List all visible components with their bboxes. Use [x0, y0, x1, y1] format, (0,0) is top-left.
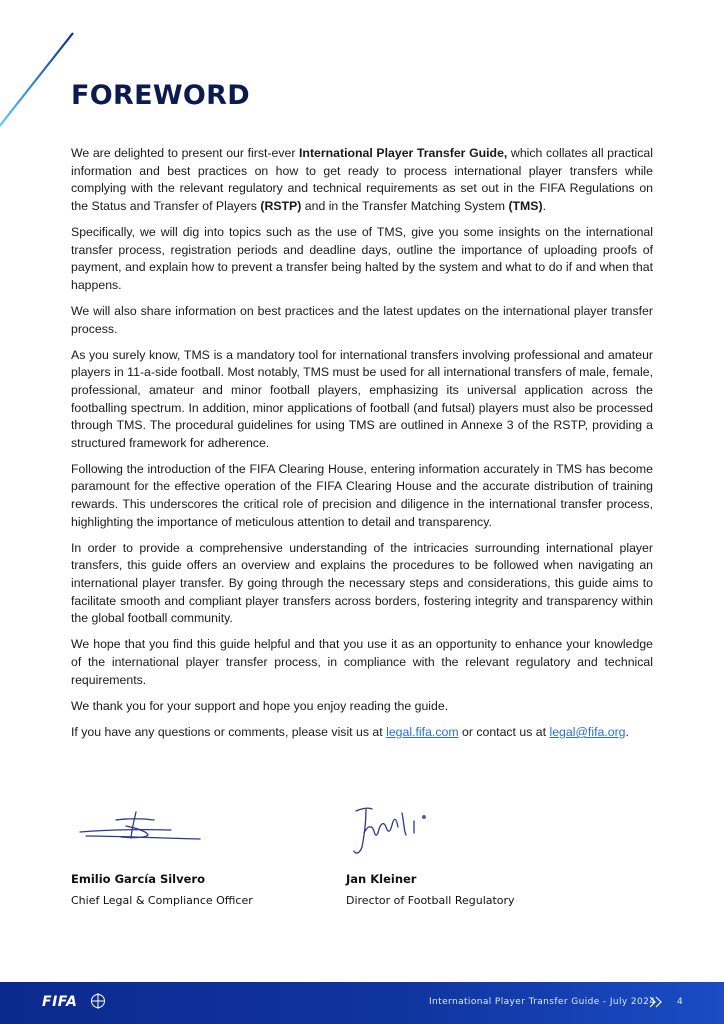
signature-jan — [348, 803, 438, 859]
signatory-role: Chief Legal & Compliance Officer — [71, 894, 253, 907]
page-footer — [0, 982, 724, 1024]
decorative-diagonal-line — [0, 0, 90, 140]
globe-icon — [90, 993, 106, 1009]
legal-website-link[interactable]: legal.fifa.com — [386, 724, 459, 739]
page-title: FOREWORD — [71, 80, 250, 111]
foreword-body — [71, 145, 653, 750]
paragraph: Specifically, we will dig into topics such as the use of TMS, give you some insights on the international transfer process, registration periods and deadline days, outline the importance of uploading proofs of payment, and explain how to prevent a transfer being halted by the system and what to do if and when that happens. — [71, 224, 653, 292]
paragraph: Following the introduction of the FIFA Clearing House, entering information accurately in TMS has become paramount for the effective operation of the FIFA Clearing House and the accurate distribution of training rewards. This underscores the critical role of precision and diligence in the international transfer process, highlighting the importance of meticulous attention to detail and transparency. — [71, 461, 653, 529]
paragraph: In order to provide a comprehensive understanding of the intricacies surrounding international player transfers, this guide offers an overview and explains the procedures to be followed when navigating an international player transfer. By going through the necessary steps and considerations, this guide aims to facilitate smooth and compliant player transfers across borders, fostering integrity and transparency within the global football community. — [71, 540, 653, 626]
paragraph: We thank you for your support and hope you enjoy reading the guide. — [71, 698, 449, 713]
fifa-logo: FIFA — [42, 994, 78, 1010]
signatory-name: Emilio García Silvero — [71, 872, 205, 886]
guide-label: International Player Transfer Guide - July 2024 — [429, 997, 656, 1007]
paragraph-contact: If you have any questions or comments, please visit us at legal.fifa.com or contact us at legal@fifa.org. — [71, 724, 629, 739]
signatory-role: Director of Football Regulatory — [346, 894, 515, 907]
paragraph: As you surely know, TMS is a mandatory tool for international transfers involving professional and amateur players in 11-a-side football. Most notably, TMS must be used for all international transfers of male, female, professional, amateur and minor football players, emphasizing its universal application across the footballing spectrum. In addition, minor applications of football (and futsal) players must also be processed through TMS. The procedural guidelines for using TMS are outlined in Annexe 3 of the RSTP, providing a structured framework for adherence. — [71, 347, 653, 450]
paragraph-intro: We are delighted to present our first-ever International Player Transfer Guide, which collates all practical information and best practices on how to get ready to process international player transfers while complying with the relevant regulatory and technical requirements as set out in the FIFA Regulations on the Status and Transfer of Players (RSTP) and in the Transfer Matching System (TMS). — [71, 146, 653, 213]
signature-emilio — [76, 808, 206, 848]
chevron-right-icon — [648, 995, 664, 1009]
paragraph: We will also share information on best practices and the latest updates on the international player transfer process. — [71, 303, 653, 336]
signatory-name: Jan Kleiner — [346, 872, 417, 886]
page-number: 4 — [677, 997, 683, 1007]
paragraph: We hope that you find this guide helpful and that you use it as an opportunity to enhance your knowledge of the international player transfer process, in compliance with the relevant regulatory and technical requirements. — [71, 637, 653, 687]
legal-email-link[interactable]: legal@fifa.org — [549, 724, 626, 739]
